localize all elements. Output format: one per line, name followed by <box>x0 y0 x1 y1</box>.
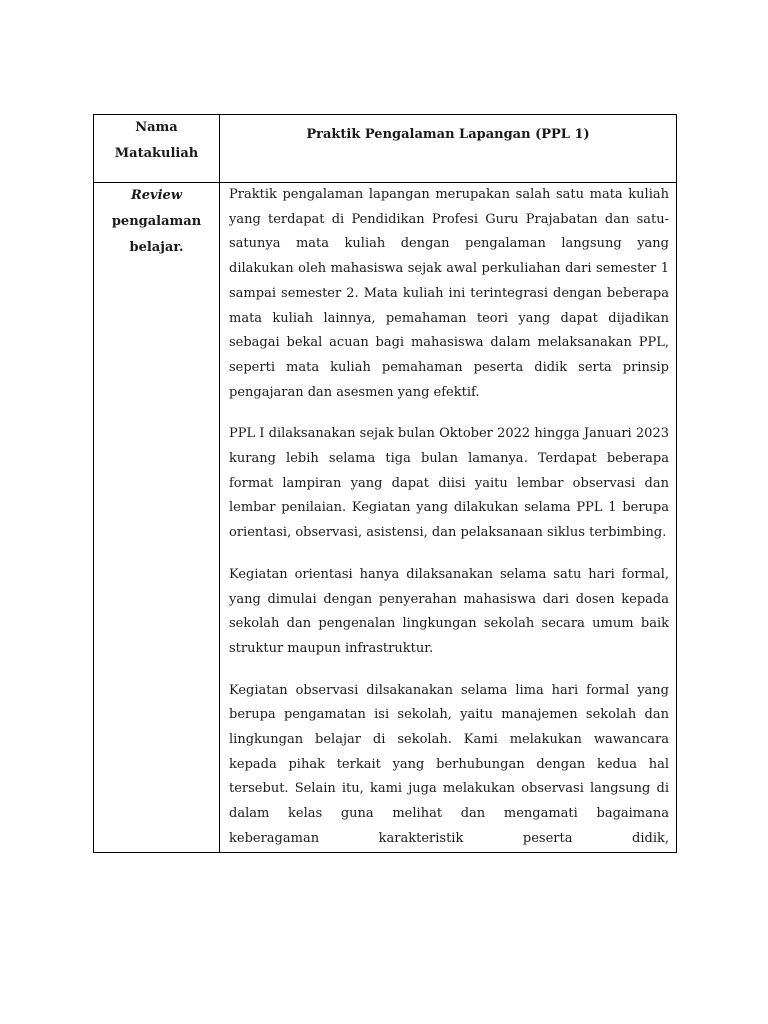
course-name-label-cell <box>94 115 220 183</box>
review-paragraph-4: Kegiatan observasi dilsakanakan selama lima hari formal yang berupa pengamatan isi sekolah, yaitu manajemen sekolah dan lingkungan belajar di sekolah. Kami melakukan wawancara kepada pihak terkait yang berhubungan dengan kedua hal tersebut. Selain itu, kami juga melakukan observasi langsung di dalam kelas guna melihat dan mengamati bagaimana keberagaman karakteristik peserta didik, <box>229 682 669 846</box>
course-review-table <box>93 114 677 853</box>
review-label-word1: Review <box>130 188 183 203</box>
review-label-word3: belajar. <box>129 240 184 255</box>
review-paragraph-2: PPL I dilaksanakan sejak bulan Oktober 2022 hingga Januari 2023 kurang lebih selama tiga bulan lamanya. Terdapat beberapa format lampiran yang dapat diisi yaitu lembar observasi dan lembar penilaian. Kegiatan yang dilakukan selama PPL 1 berupa orientasi, observasi, asistensi, dan pelaksanaan siklus terbimbing. <box>229 426 669 541</box>
course-name-label-line1: Nama <box>135 120 178 135</box>
review-paragraph-1: Praktik pengalaman lapangan merupakan salah satu mata kuliah yang terdapat di Pendidikan Profesi Guru Prajabatan dan satu-satunya mata kuliah dengan pengalaman langsung yang dilakukan oleh mahasiswa sejak awal perkuliahan dari semester 1 sampai semester 2. Mata kuliah ini terintegrasi dengan beberapa mata kuliah lainnya, pemahaman teori yang dapat dijadikan sebagai bekal acuan bagi mahasiswa dalam melaksanakan PPL, seperti mata kuliah pemahaman peserta didik serta prinsip pengajaran dan asesmen yang efektif. <box>229 187 669 400</box>
review-paragraph-3: Kegiatan orientasi hanya dilaksanakan selama satu hari formal, yang dimulai dengan penyerahan mahasiswa dari dosen kepada sekolah dan pengenalan lingkungan sekolah secara umum baik struktur maupun infrastruktur. <box>229 566 669 656</box>
table-row-review <box>94 183 677 853</box>
review-label-word2: pengalaman <box>111 214 202 229</box>
review-content-cell <box>220 183 677 853</box>
course-title: Praktik Pengalaman Lapangan (PPL 1) <box>306 127 590 142</box>
course-name-label-line2: Matakuliah <box>114 146 199 161</box>
review-label-cell <box>94 183 220 853</box>
table-row-header <box>94 115 677 183</box>
course-title-cell <box>220 115 677 183</box>
